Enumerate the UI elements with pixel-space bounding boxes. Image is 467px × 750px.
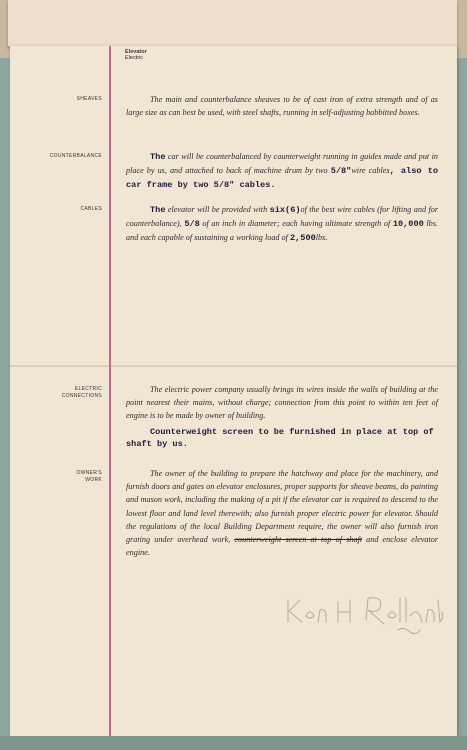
section-label-owners-work [30, 470, 102, 484]
page-header [125, 49, 147, 61]
label-line-2: CONNECTIONS [61, 393, 102, 399]
owners-work-text-b: and enclose elevator engine. [126, 535, 439, 558]
typed-cable-diameter: 5/8 [184, 219, 200, 230]
typed-working-load: 2,500 [289, 233, 316, 244]
sheaves-paragraph: The main and counterbalance sheaves to be of cast iron of extra strength and of as large size as can best be used, with steel shafts, running in self-adjusting babbitted boxes. [126, 95, 438, 118]
typed-ultimate-strength: 10,000 [392, 219, 424, 230]
owners-work-text-a: The owner of the building to prepare the hatchway and place for the machinery, and furnish doors and gates on elevator enclosures, proper supports for sheave beams, do painting and mason work, including the making of a pit if the elevator car is required to descend to the lowest floor and land level therewith; also furnish proper electric power for elevator. Should the regulations of the local Building Department require, the owner will also furnish iron grating under overhead work, [126, 469, 438, 545]
typed-the: The [150, 152, 166, 162]
typed-the: The [150, 205, 166, 215]
cables-text-d: lbs. and each capable of sustaining a working load of [126, 219, 438, 243]
cables-text-a: elevator will be provided with [167, 205, 268, 214]
cables-text-c: of an inch in diameter; each having ultimate strength of [202, 219, 391, 229]
typed-cable-size: 5/8" [330, 166, 352, 177]
page-fold-line [10, 365, 457, 367]
counterbalance-text-a: car will be counterbalanced by counterweight running in guides made and put in place by us, and attached to back of machine drum by two [126, 152, 438, 176]
label-line-2: WORK [85, 477, 102, 483]
label-line-1: OWNER'S [76, 470, 102, 476]
cables-paragraph [126, 203, 438, 246]
section-label-electric-connections [30, 386, 102, 400]
header-blot-text: Elevator [125, 49, 147, 55]
typed-cable-count: six(6) [269, 205, 301, 215]
label-line-1: ELECTRIC [74, 386, 102, 392]
section-label-cables: CABLES [80, 206, 102, 212]
cables-text-e: lbs. [315, 233, 328, 243]
owners-work-paragraph [126, 467, 438, 559]
electric-connections-paragraph: The electric power company usually brings its wires inside the walls of building at the point nearest their mains, without charge; connection from this point to within ten feet of engine is to be made by owner of building. [126, 385, 438, 421]
scan-frame-bottom [0, 736, 467, 750]
struck-out-text: counterweight screen at top of shaft [234, 535, 363, 545]
typed-cable-note: , also to car frame by two 5/8" cables. [126, 166, 439, 191]
cables-text-b: of the best wire cables (for lifting and for counterbalance), [126, 205, 439, 229]
margin-rule [109, 46, 111, 736]
header-label: Electric [125, 55, 144, 61]
previous-page-edge [8, 0, 457, 47]
counterbalance-text-b: wire cables [351, 166, 390, 176]
pencil-signature [280, 588, 450, 644]
typed-counterweight-note: Counterweight screen to be furnished in place at top of shaft by us. [126, 427, 434, 449]
section-label-sheaves: SHEAVES [76, 96, 102, 102]
counterbalance-paragraph [126, 150, 438, 193]
section-label-counterbalance: COUNTERBALANCE [49, 153, 102, 159]
